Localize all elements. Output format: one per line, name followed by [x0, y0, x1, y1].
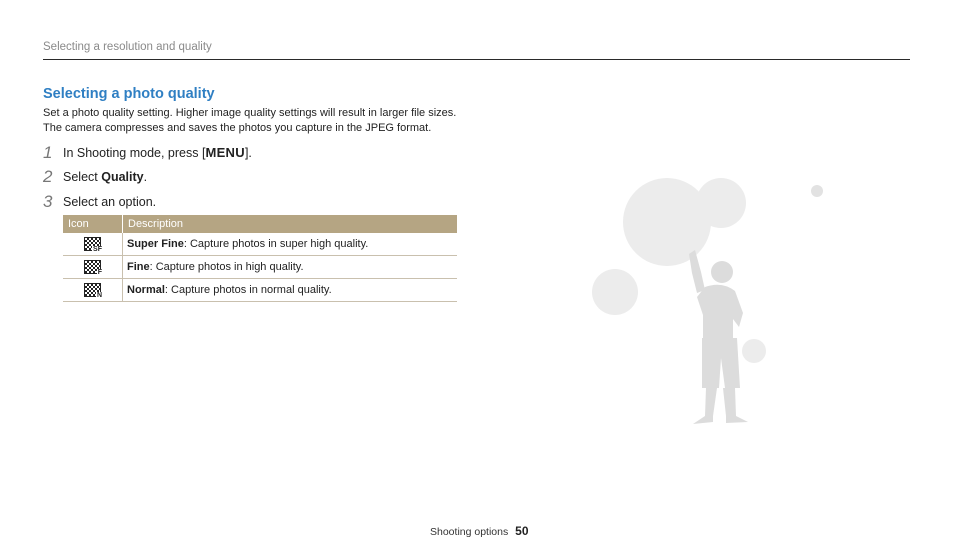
step-text-suffix: . — [143, 170, 148, 184]
normal-quality-icon — [84, 283, 101, 297]
decorative-illustration — [585, 170, 835, 435]
icon-tag: F — [97, 269, 102, 276]
option-description: : Capture photos in normal quality. — [164, 284, 332, 296]
step-text-suffix: ]. — [244, 146, 252, 160]
step-text: Select an option. — [63, 195, 157, 209]
quality-options-table — [63, 215, 457, 302]
breadcrumb: Selecting a resolution and quality — [43, 41, 212, 53]
option-name: Fine — [127, 261, 150, 273]
section-title: Selecting a photo quality — [43, 86, 215, 102]
header-divider — [43, 59, 910, 60]
table-row — [63, 233, 457, 256]
child-silhouette — [689, 250, 748, 424]
icon-tag: SF — [93, 246, 102, 253]
column-header-icon: Icon — [63, 215, 123, 233]
icon-tag: N — [96, 292, 102, 299]
intro-paragraph: Set a photo quality setting. Higher image quality settings will result in larger file sizes. The camera compresses and saves the photos you capture in the JPEG format. — [43, 107, 457, 134]
step-text: Select — [63, 170, 102, 184]
bubble-left — [592, 269, 638, 315]
table-row — [63, 256, 457, 279]
page-number: 50 — [515, 524, 529, 538]
bubble-top-right — [696, 178, 746, 228]
quality-option-label: Quality — [101, 170, 144, 184]
super-fine-quality-icon — [84, 237, 101, 251]
bubble-tiny — [811, 185, 823, 197]
option-name: Normal — [127, 284, 165, 296]
table-row — [63, 279, 457, 302]
option-description: : Capture photos in super high quality. — [183, 238, 369, 250]
option-name: Super Fine — [127, 238, 184, 250]
page-footer — [430, 524, 529, 538]
step-number: 2 — [43, 167, 53, 186]
step-1 — [43, 143, 252, 163]
step-number: 3 — [43, 192, 53, 211]
bubble-large — [623, 178, 711, 266]
footer-section-label: Shooting options — [430, 526, 509, 538]
step-number: 1 — [43, 143, 53, 162]
step-2 — [43, 167, 147, 187]
option-description: : Capture photos in high quality. — [149, 261, 304, 273]
bubble-small — [742, 339, 766, 363]
step-3 — [43, 192, 156, 212]
menu-button-label: MENU — [205, 145, 245, 160]
step-text: In Shooting mode, press [ — [63, 146, 206, 160]
fine-quality-icon — [84, 260, 101, 274]
column-header-description: Description — [123, 215, 458, 233]
